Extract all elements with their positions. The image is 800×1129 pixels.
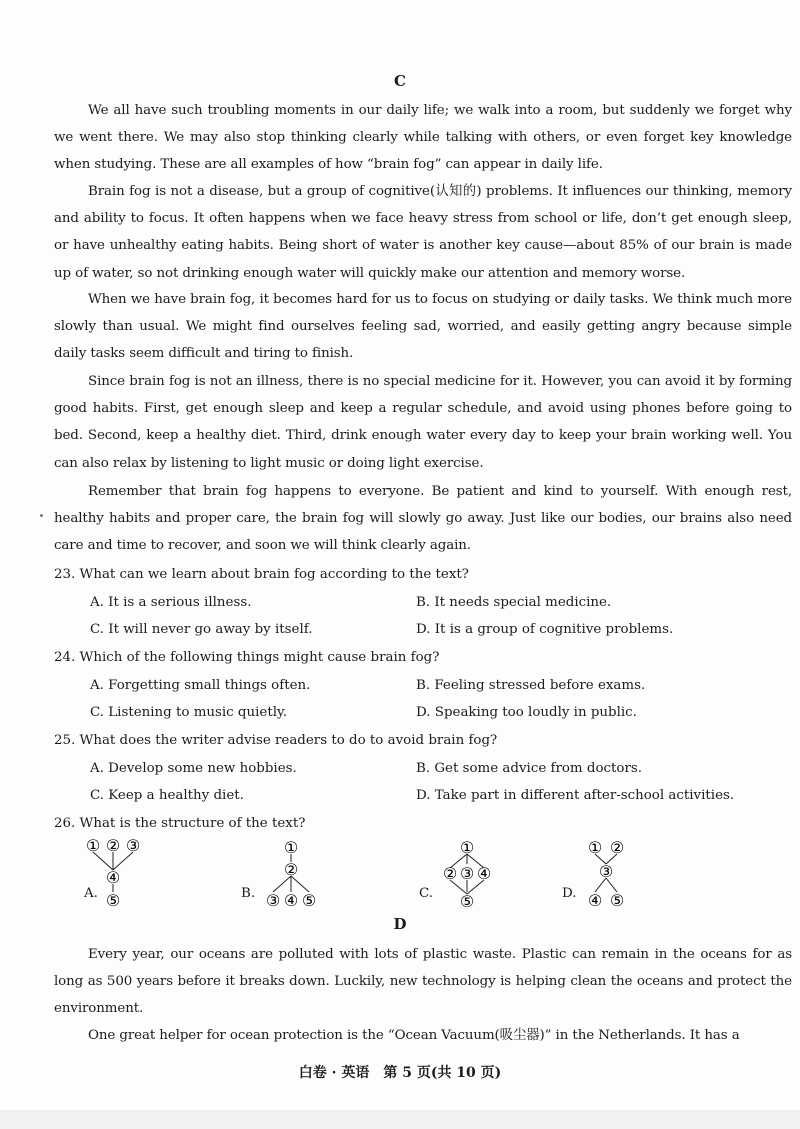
page-footer: 白卷 · 英语 第 5 页(共 10 页) (298, 1065, 502, 1081)
node-3: ③ (459, 864, 475, 883)
node-3: ③ (598, 862, 614, 881)
node-1: ① (85, 838, 101, 855)
section-c-paragraph-4: Since brain fog is not an illness, there is no special medicine for it. However, you can avoid it by forming good habits. First, get enough sleep and keep a regular schedule, and avoid using phones before going to bed. Second, keep a healthy diet. Third, drink enough water every day to keep your brain working well. You can also relax by listening to light music or doing light exercise. (54, 374, 792, 471)
option-d[interactable]: D. Take part in different after-school activities. (416, 788, 735, 803)
node-5: ⑤ (301, 891, 317, 910)
question-25 (54, 727, 794, 810)
node-1: ① (283, 838, 299, 857)
section-c-paragraph-3: When we have brain fog, it becomes hard for us to focus on studying or daily tasks. We think much more slowly than usual. We might find ourselves feeling sad, worried, and easily getting angry because simple daily tasks seem difficult and tiring to finish. (54, 292, 792, 362)
node-4: ④ (476, 864, 492, 883)
option-a[interactable]: A. Forgetting small things often. (90, 677, 311, 693)
node-5: ⑤ (459, 892, 475, 911)
section-d-paragraph-2: One great helper for ocean protection is the “Ocean Vacuum(吸尘器)” in the Netherlands. It has a (88, 1028, 740, 1043)
section-d-paragraph-1: Every year, our oceans are polluted with lots of plastic waste. Plastic can remain in the oceans for as long as 500 years before it breaks down. Luckily, new technology is helping clean the oceans and protect the environment. (54, 947, 792, 1017)
structure-diagram-c (440, 838, 506, 912)
node-1: ① (587, 838, 603, 857)
structure-option-b[interactable] (264, 838, 334, 912)
question-24 (54, 644, 794, 727)
question-26 (54, 810, 794, 838)
node-2: ② (442, 864, 458, 883)
option-c[interactable]: C. Keep a healthy diet. (90, 788, 244, 803)
option-c[interactable]: C. It will never go away by itself. (90, 622, 313, 637)
node-3: ③ (125, 838, 141, 855)
question-stem: 24. Which of the following things might cause brain fog? (54, 650, 440, 665)
node-4: ④ (105, 868, 121, 887)
option-a[interactable]: A. It is a serious illness. (90, 594, 252, 610)
node-5: ⑤ (105, 891, 121, 910)
option-c[interactable]: C. Listening to music quietly. (90, 705, 288, 720)
option-d[interactable]: D. It is a group of cognitive problems. (416, 622, 674, 637)
node-2: ② (283, 860, 299, 879)
structure-label-a: A. (84, 886, 98, 901)
option-a[interactable]: A. Develop some new hobbies. (90, 760, 297, 776)
structure-label-d: D. (562, 886, 577, 901)
structure-label-c: C. (419, 886, 434, 901)
section-d-title: D (393, 915, 407, 933)
section-c-paragraph-5: Remember that brain fog happens to everyone. Be patient and kind to yourself. With enough rest, healthy habits and proper care, the brain fog will slowly go away. Just like our bodies, our brains also need care and time to recover, and soon we will think clearly again. (54, 484, 792, 554)
question-stem: 23. What can we learn about brain fog according to the text? (54, 567, 469, 582)
node-1: ① (459, 838, 475, 857)
node-4: ④ (283, 891, 299, 910)
structure-diagram-d (586, 838, 646, 912)
option-b[interactable]: B. Feeling stressed before exams. (416, 677, 646, 693)
question-stem: 26. What is the structure of the text? (54, 816, 306, 831)
section-c-title: C (394, 72, 406, 90)
scan-bottom-band (0, 1110, 800, 1129)
question-23 (54, 561, 794, 644)
scan-mark (40, 514, 43, 517)
structure-diagram-b (264, 838, 334, 912)
section-c-paragraph-1: We all have such troubling moments in our daily life; we walk into a room, but suddenly we forget why we went there. We may also stop thinking clearly while talking with others, or even forget key knowledge when studying. These are all examples of how “brain fog” can appear in daily life. (54, 103, 792, 173)
structure-option-d[interactable] (586, 838, 646, 912)
node-5: ⑤ (609, 891, 625, 910)
node-2: ② (105, 838, 121, 855)
node-3: ③ (265, 891, 281, 910)
option-b[interactable]: B. Get some advice from doctors. (416, 760, 642, 776)
question-stem: 25. What does the writer advise readers to do to avoid brain fog? (54, 733, 498, 748)
structure-option-c[interactable] (440, 838, 506, 912)
section-c-paragraph-2: Brain fog is not a disease, but a group of cognitive(认知的) problems. It influences our thinking, memory and ability to focus. It often happens when we face heavy stress from school or life, don’t get enough sleep, or have unhealthy eating habits. Being short of water is another key cause—about 85% of our brain is made up of water, so not drinking enough water will quickly make our attention and memory worse. (54, 184, 792, 281)
structure-label-b: B. (241, 886, 256, 901)
node-2: ② (609, 838, 625, 857)
option-b[interactable]: B. It needs special medicine. (416, 594, 612, 610)
node-4: ④ (587, 891, 603, 910)
option-d[interactable]: D. Speaking too loudly in public. (416, 705, 637, 720)
